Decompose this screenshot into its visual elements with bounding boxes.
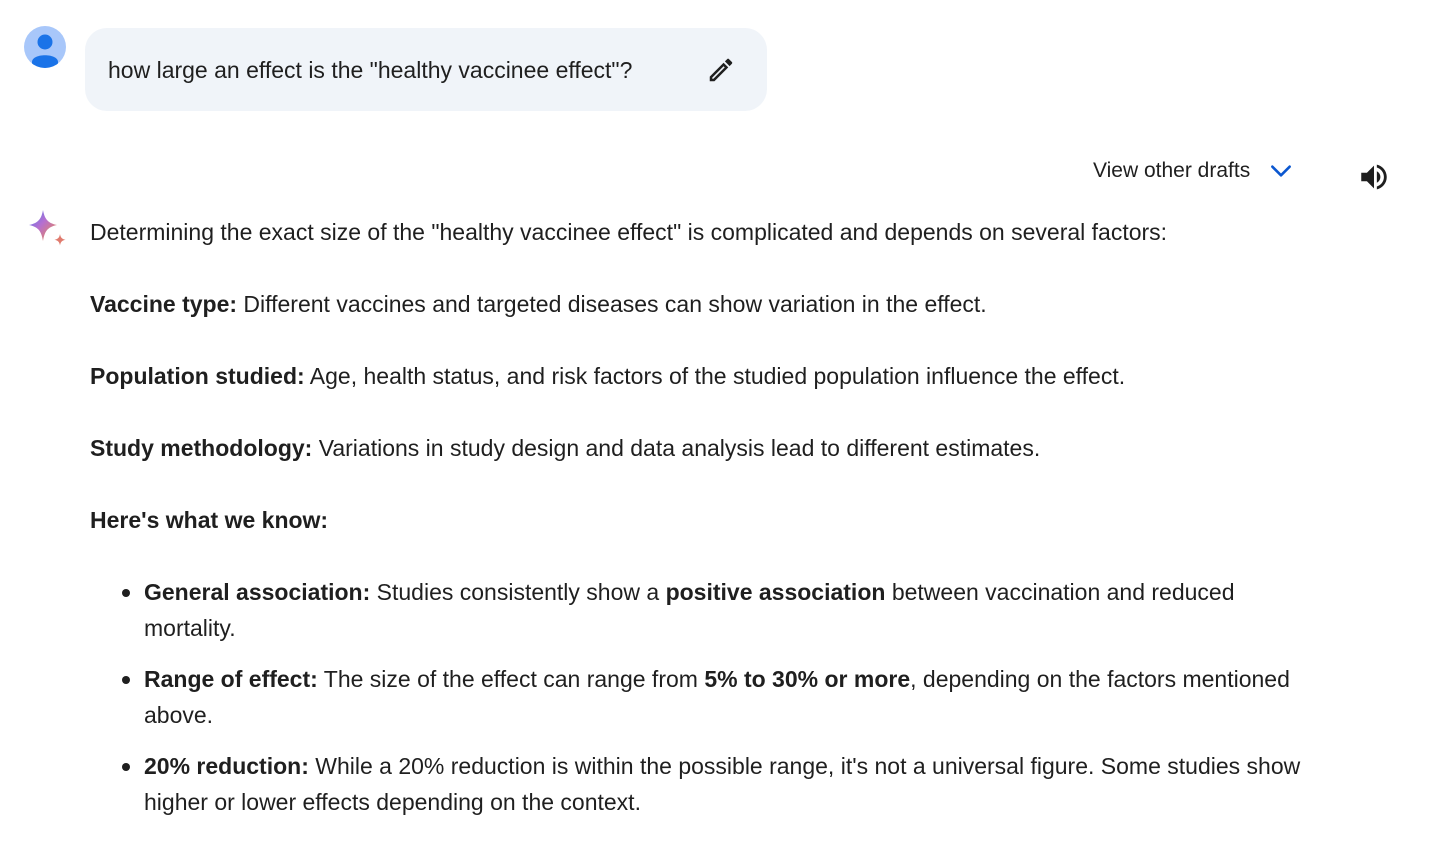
factor-label: Population studied: <box>90 363 305 389</box>
known-heading-text: Here's what we know: <box>90 507 329 533</box>
list-item-label: 20% reduction: <box>144 753 309 779</box>
user-prompt-bubble <box>85 28 767 111</box>
list-item-text: While a 20% reduction is within the possible range, it's not a universal figure. Some studies show higher or lower effects depending on the context. <box>144 753 1301 815</box>
gemini-sparkle-icon <box>24 208 72 256</box>
findings-list <box>90 574 1330 820</box>
assistant-response <box>90 214 1330 835</box>
view-other-drafts-button[interactable] <box>1093 156 1294 186</box>
view-other-drafts-label: View other drafts <box>1093 159 1251 182</box>
factor-text: Age, health status, and risk factors of the studied population influence the effect. <box>304 363 1126 389</box>
chevron-down-icon <box>1268 158 1294 184</box>
list-item <box>144 661 1314 733</box>
response-intro: Determining the exact size of the "healthy vaccinee effect" is complicated and depends on several factors: <box>90 219 1168 245</box>
user-avatar-icon[interactable] <box>24 26 66 68</box>
factor-paragraph <box>90 286 1330 322</box>
factor-paragraph <box>90 430 1330 466</box>
factor-label: Vaccine type: <box>90 291 238 317</box>
user-prompt-text: how large an effect is the "healthy vaccinee effect"? <box>108 56 633 83</box>
factor-label: Study methodology: <box>90 435 313 461</box>
list-item-label: General association: <box>144 579 371 605</box>
list-item-text: between vaccination and reduced mortality. <box>144 579 1235 641</box>
list-item-text: , depending on the factors mentioned above. <box>144 666 1290 728</box>
list-item-emphasis: 5% to 30% or more <box>704 666 911 692</box>
factor-paragraph <box>90 358 1330 394</box>
factor-text: Different vaccines and targeted diseases can show variation in the effect. <box>237 291 987 317</box>
list-item-label: Range of effect: <box>144 666 318 692</box>
list-item-text: The size of the effect can range from <box>317 666 705 692</box>
speaker-icon <box>1357 160 1391 194</box>
list-item <box>144 574 1314 646</box>
edit-prompt-button[interactable] <box>705 54 737 86</box>
list-item-emphasis: positive association <box>665 579 886 605</box>
factor-text: Variations in study design and data analysis lead to different estimates. <box>312 435 1041 461</box>
listen-button[interactable] <box>1355 158 1393 196</box>
pencil-icon <box>706 55 736 85</box>
known-heading <box>90 502 1330 538</box>
list-item-text: Studies consistently show a <box>370 579 666 605</box>
list-item <box>144 748 1314 820</box>
